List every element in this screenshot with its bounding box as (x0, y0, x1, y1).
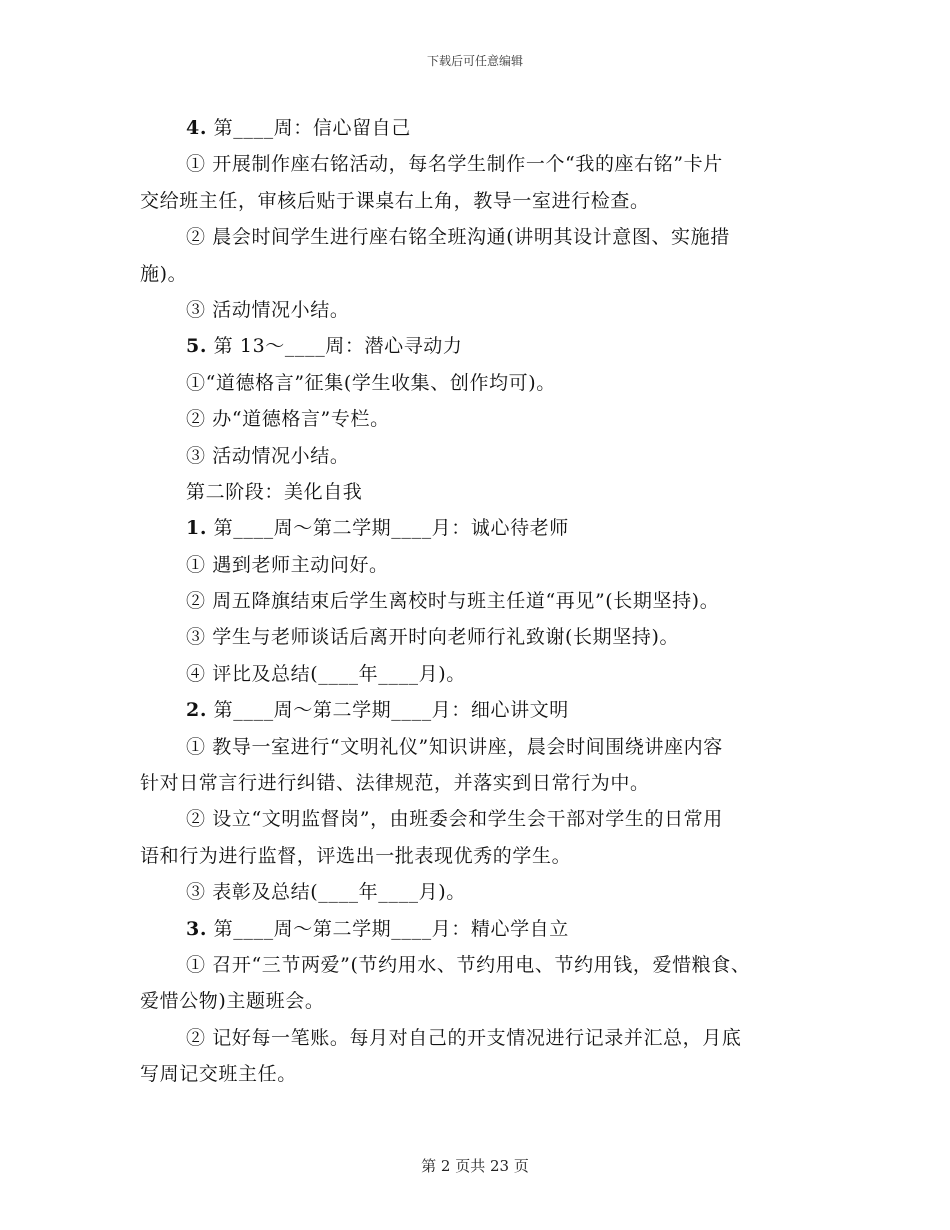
line-text: 交给班主任，审核后贴于课桌右上角，教导一室进行检查。 (140, 189, 650, 212)
section-heading (140, 510, 820, 546)
paragraph-line (140, 1020, 820, 1056)
line-text: ② 办“道德格言”专栏。 (186, 408, 390, 431)
paragraph-line (140, 801, 820, 837)
paragraph-line (140, 256, 820, 292)
line-text: ① 遇到老师主动问好。 (186, 553, 389, 576)
line-text: ③ 活动情况小结。 (186, 298, 350, 321)
line-text: 第____周～第二学期____月：细心讲文明 (207, 699, 569, 722)
line-text: 施)。 (140, 262, 188, 285)
paragraph-line (140, 619, 820, 655)
line-text: 爱惜公物)主题班会。 (140, 990, 325, 1013)
paragraph-line (140, 838, 820, 874)
line-text: ③ 表彰及总结(____年____月)。 (186, 881, 466, 904)
paragraph-line (140, 183, 820, 219)
section-number: 5. (186, 335, 208, 358)
paragraph-line (140, 438, 820, 474)
line-text: 针对日常言行进行纠错、法律规范，并落实到日常行为中。 (140, 772, 650, 795)
paragraph-line (140, 947, 820, 983)
line-text: ①“道德格言”征集(学生收集、创作均可)。 (186, 371, 556, 394)
line-text: ③ 活动情况小结。 (186, 444, 350, 467)
line-text: 第____周：信心留自己 (207, 117, 411, 139)
paragraph-line (140, 729, 820, 765)
page-footer: 第 2 页共 23 页 (421, 1157, 529, 1175)
paragraph-line (140, 401, 820, 437)
line-text: ④ 评比及总结(____年____月)。 (186, 662, 466, 685)
section-heading (140, 328, 820, 364)
line-text: ② 记好每一笔账。每月对自己的开支情况进行记录并汇总，月底 (186, 1026, 742, 1049)
line-text: 第____周～第二学期____月：诚心待老师 (207, 517, 569, 540)
paragraph-line (140, 474, 820, 510)
paragraph-line (140, 1056, 820, 1092)
line-text: ② 周五降旗结束后学生离校时与班主任道“再见”(长期坚持)。 (186, 590, 720, 613)
paragraph-line (140, 146, 820, 182)
paragraph-line (140, 765, 820, 801)
line-text: 第二阶段：美化自我 (186, 480, 363, 503)
line-text: ① 教导一室进行“文明礼仪”知识讲座，晨会时间围绕讲座内容 (186, 735, 723, 758)
paragraph-line (140, 583, 820, 619)
section-heading (140, 110, 820, 146)
line-text: ① 开展制作座右铭活动，每名学生制作一个“我的座右铭”卡片 (186, 153, 723, 176)
section-number: 3. (186, 917, 208, 940)
page-header: 下载后可任意编辑 (426, 54, 523, 68)
paragraph-line (140, 292, 820, 328)
paragraph-line (140, 656, 820, 692)
paragraph-line (140, 547, 820, 583)
section-heading (140, 911, 820, 947)
line-text: ③ 学生与老师谈话后离开时向老师行礼致谢(长期坚持)。 (186, 626, 680, 649)
paragraph-line (140, 874, 820, 910)
line-text: 第 13～____周：潜心寻动力 (207, 335, 463, 358)
line-text: ② 设立“文明监督岗”，由班委会和学生会干部对学生的日常用 (186, 808, 723, 831)
paragraph-line (140, 365, 820, 401)
line-text: 第____周～第二学期____月：精心学自立 (207, 917, 569, 940)
document-body (140, 110, 820, 1093)
paragraph-line (140, 983, 820, 1019)
section-number: 1. (186, 517, 208, 540)
section-number: 4. (186, 117, 208, 139)
line-text: ② 晨会时间学生进行座右铭全班沟通(讲明其设计意图、实施措 (186, 226, 730, 249)
line-text: 写周记交班主任。 (140, 1063, 297, 1086)
section-heading (140, 692, 820, 728)
paragraph-line (140, 219, 820, 255)
section-number: 2. (186, 699, 208, 722)
line-text: 语和行为进行监督，评选出一批表现优秀的学生。 (140, 844, 572, 867)
line-text: ① 召开“三节两爱”(节约用水、节约用电、节约用钱，爱惜粮食、 (186, 953, 751, 976)
